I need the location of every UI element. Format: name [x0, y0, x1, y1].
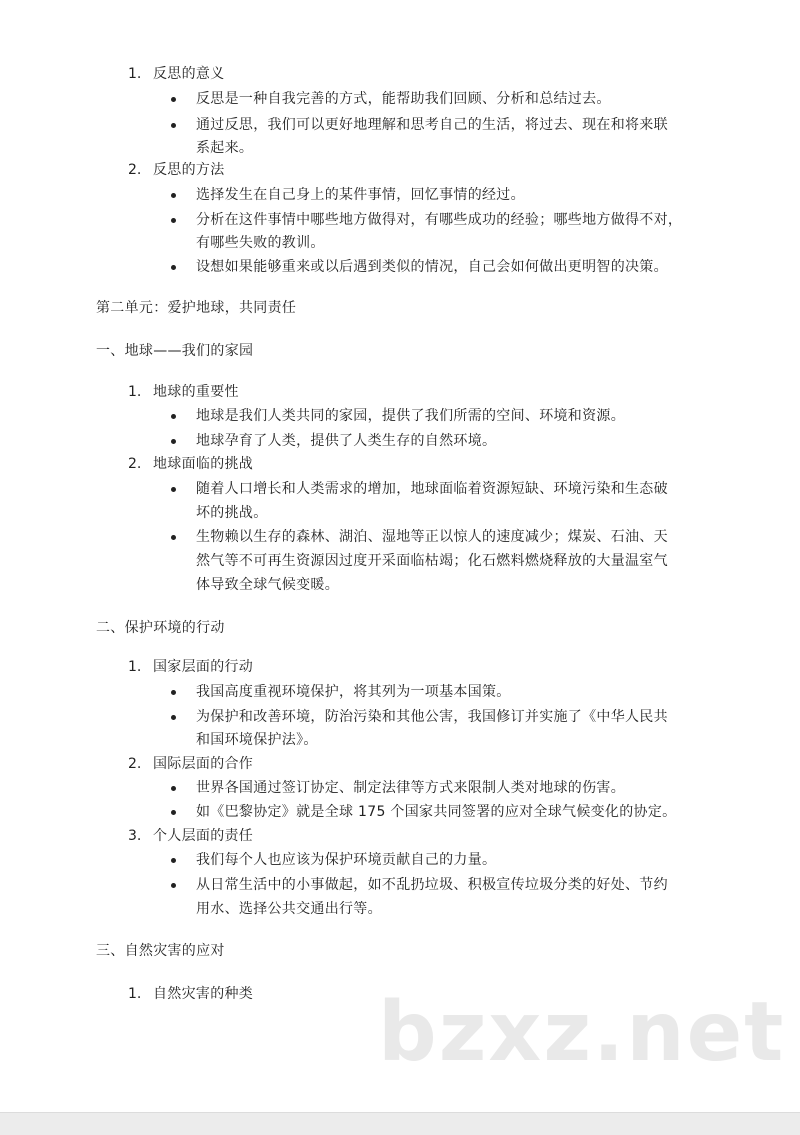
bullet-text: 我们每个人也应该为保护环境贡献自己的力量。 — [196, 852, 497, 868]
section-title: 三、自然灾害的应对 — [96, 943, 225, 959]
watermark-logo: bzxz.net — [378, 985, 786, 1080]
section-title: 一、地球——我们的家园 — [96, 343, 254, 359]
list-heading: 国际层面的合作 — [153, 756, 254, 772]
list-number: 1. — [128, 659, 142, 675]
unit-title: 第二单元：爱护地球，共同责任 — [96, 300, 297, 316]
bullet-text: 地球孕育了人类，提供了人类生存的自然环境。 — [196, 433, 497, 449]
bullet-dot — [171, 690, 176, 695]
bullet-dot — [171, 883, 176, 888]
bullet-dot — [171, 786, 176, 791]
list-heading: 地球的重要性 — [153, 384, 239, 400]
list-number: 2. — [128, 162, 142, 178]
bullet-text: 随着人口增长和人类需求的增加，地球面临着资源短缺、环境污染和生态破 — [196, 481, 668, 497]
bullet-dot — [171, 535, 176, 540]
bullet-text-continued: 系起来。 — [196, 140, 254, 156]
bullet-text: 地球是我们人类共同的家园，提供了我们所需的空间、环境和资源。 — [196, 408, 625, 424]
page-bottom-strip — [0, 1112, 800, 1135]
bullet-text: 选择发生在自己身上的某件事情，回忆事情的经过。 — [196, 187, 525, 203]
bullet-text: 通过反思，我们可以更好地理解和思考自己的生活，将过去、现在和将来联 — [196, 117, 668, 133]
list-number: 1. — [128, 66, 142, 82]
bullet-text: 如《巴黎协定》就是全球 175 个国家共同签署的应对全球气候变化的协定。 — [196, 804, 677, 820]
list-number: 2. — [128, 756, 142, 772]
bullet-text-continued: 用水、选择公共交通出行等。 — [196, 901, 382, 917]
bullet-text: 我国高度重视环境保护，将其列为一项基本国策。 — [196, 684, 511, 700]
list-number: 3. — [128, 828, 142, 844]
bullet-text-continued: 坏的挑战。 — [196, 505, 268, 521]
bullet-dot — [171, 218, 176, 223]
bullet-dot — [171, 97, 176, 102]
bullet-dot — [171, 715, 176, 720]
bullet-dot — [171, 810, 176, 815]
bullet-text: 从日常生活中的小事做起，如不乱扔垃圾、积极宣传垃圾分类的好处、节约 — [196, 877, 668, 893]
bullet-text: 反思是一种自我完善的方式，能帮助我们回顾、分析和总结过去。 — [196, 91, 611, 107]
bullet-dot — [171, 123, 176, 128]
list-heading: 自然灾害的种类 — [153, 986, 254, 1002]
bullet-dot — [171, 439, 176, 444]
list-heading: 反思的方法 — [153, 162, 225, 178]
bullet-text: 分析在这件事情中哪些地方做得对，有哪些成功的经验；哪些地方做得不对， — [196, 212, 683, 228]
bullet-dot — [171, 414, 176, 419]
bullet-text-continued: 有哪些失败的教训。 — [196, 235, 325, 251]
bullet-text-continued: 体导致全球气候变暖。 — [196, 577, 339, 593]
list-number: 2. — [128, 456, 142, 472]
bullet-dot — [171, 487, 176, 492]
bullet-text: 设想如果能够重来或以后遇到类似的情况，自己会如何做出更明智的决策。 — [196, 259, 668, 275]
list-heading: 国家层面的行动 — [153, 659, 254, 675]
bullet-text-continued: 和国环境保护法》。 — [196, 732, 318, 748]
list-number: 1. — [128, 384, 142, 400]
section-title: 二、保护环境的行动 — [96, 620, 225, 636]
bullet-dot — [171, 265, 176, 270]
list-heading: 地球面临的挑战 — [153, 456, 254, 472]
list-heading: 反思的意义 — [153, 66, 225, 82]
bullet-dot — [171, 858, 176, 863]
bullet-text: 为保护和改善环境，防治污染和其他公害，我国修订并实施了《中华人民共 — [196, 709, 668, 725]
bullet-text: 世界各国通过签订协定、制定法律等方式来限制人类对地球的伤害。 — [196, 780, 625, 796]
list-heading: 个人层面的责任 — [153, 828, 254, 844]
list-number: 1. — [128, 986, 142, 1002]
bullet-text-continued: 然气等不可再生资源因过度开采面临枯竭；化石燃料燃烧释放的大量温室气 — [196, 553, 668, 569]
bullet-text: 生物赖以生存的森林、湖泊、湿地等正以惊人的速度减少；煤炭、石油、天 — [196, 529, 668, 545]
bullet-dot — [171, 193, 176, 198]
